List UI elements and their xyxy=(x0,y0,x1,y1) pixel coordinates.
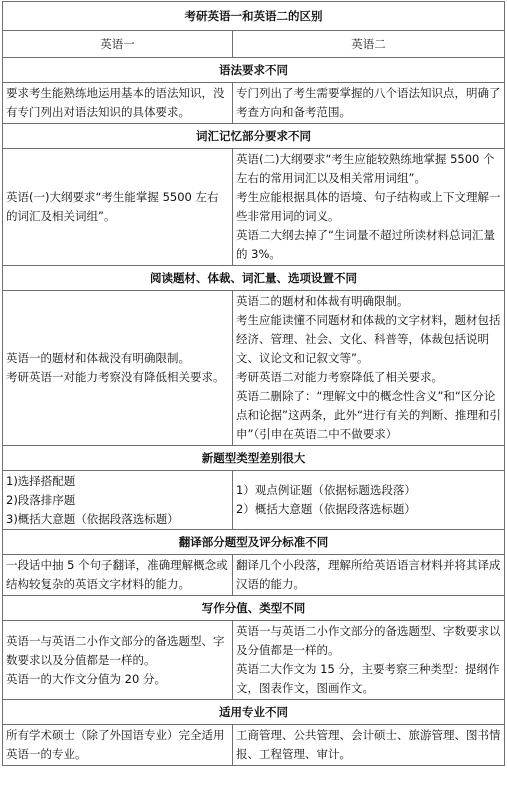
section-heading-reading: 阅读题材、体裁、词汇量、选项设置不同 xyxy=(3,266,505,291)
text-line: 英语一与英语二小作文部分的备选题型、字数要求以及分值都是一样的。 xyxy=(6,633,225,667)
column-header-english-two: 英语二 xyxy=(233,31,505,58)
text-line: 专门列出了考生需要掌握的八个语法知识点，明确了考查方向和备考范围。 xyxy=(236,86,501,119)
text-line: 英语一与英语二小作文部分的备选题型、字数要求以及分值都是一样的。 xyxy=(236,624,501,657)
comparison-table xyxy=(2,1,505,766)
writing-english-two xyxy=(233,621,505,700)
section-content-row xyxy=(3,471,505,530)
text-line: 所有学术硕士（除了外国语专业）完全适用英语一的专业。 xyxy=(6,728,225,761)
text-line: 2）概括大意题（依据段落选标题） xyxy=(236,502,416,516)
section-heading-row xyxy=(3,124,505,149)
text-line: 英语一的大作文分值为 20 分。 xyxy=(6,671,166,686)
writing-english-one xyxy=(3,621,233,700)
section-heading-row xyxy=(3,530,505,555)
text-line: 英语一的题材和体裁没有明确限制。 xyxy=(6,351,190,365)
section-content-row xyxy=(3,83,505,124)
text-line: 英语二的题材和体裁有明确限制。 xyxy=(236,294,409,308)
text-line: 工商管理、公共管理、会计硕士、旅游管理、图书情报、工程管理、审计。 xyxy=(236,728,501,761)
new-types-english-one xyxy=(3,471,233,530)
text-line: 考研英语二对能力考察降低了相关要求。 xyxy=(236,370,443,384)
table-title: 考研英语一和英语二的区别 xyxy=(3,2,505,31)
text-line: 一段话中抽 5 个句子翻译，准确理解概念或结构较复杂的英语文字材料的能力。 xyxy=(6,558,228,591)
reading-english-two xyxy=(233,291,505,446)
translation-english-two xyxy=(233,555,505,596)
section-heading-vocabulary: 词汇记忆部分要求不同 xyxy=(3,124,505,149)
section-heading-writing: 写作分值、类型不同 xyxy=(3,596,505,621)
grammar-english-two xyxy=(233,83,505,124)
section-heading-new-question-types: 新题型类型差别很大 xyxy=(3,446,505,471)
text-line: 英语(一)大纲要求“考生能掌握 5500 左右的词汇及相关词组”。 xyxy=(6,190,219,223)
section-heading-row xyxy=(3,266,505,291)
column-header-row xyxy=(3,31,505,58)
text-line: 2)段落排序题 xyxy=(6,492,76,507)
text-line: 要求考生能熟练地运用基本的语法知识，没有专门列出对语法知识的具体要求。 xyxy=(6,86,225,119)
section-content-row xyxy=(3,621,505,700)
section-heading-grammar: 语法要求不同 xyxy=(3,58,505,83)
vocabulary-english-one xyxy=(3,149,233,266)
translation-english-one xyxy=(3,555,233,596)
section-heading-translation: 翻译部分题型及评分标准不同 xyxy=(3,530,505,555)
section-heading-row xyxy=(3,700,505,725)
section-heading-row xyxy=(3,58,505,83)
column-header-english-one: 英语一 xyxy=(3,31,233,58)
text-line: 1)选择搭配题 xyxy=(6,473,76,488)
section-heading-row xyxy=(3,596,505,621)
text-line: 1）观点例证题（依据标题选段落） xyxy=(236,483,416,497)
section-heading-applicable-majors: 适用专业不同 xyxy=(3,700,505,725)
text-line: 3)概括大意题（依据段落选标题） xyxy=(6,511,179,526)
reading-english-one xyxy=(3,291,233,446)
text-line: 英语二大纲去掉了“生词量不超过所读材料总词汇量的 3%。 xyxy=(236,228,495,261)
text-line: 英语(二)大纲要求“考生应能较熟练地掌握 5500 个左右的常用词汇以及相关常用词组”。 xyxy=(236,152,495,185)
text-line: 考生应能根据具体的语境、句子结构或上下文理解一些非常用词的词义。 xyxy=(236,190,501,223)
text-line: 英语二删除了：“理解文中的概念性含义”和“区分论点和论据”这两条，此外“进行有关的判断、推理和引申”（引申在英语二中不做要求） xyxy=(236,389,501,441)
vocabulary-english-two xyxy=(233,149,505,266)
section-content-row xyxy=(3,149,505,266)
title-row xyxy=(3,2,505,31)
section-heading-row xyxy=(3,446,505,471)
text-line: 考生应能读懂不同题材和体裁的文字材料，题材包括经济、管理、社会、文化、科普等，体裁包括说明文、议论文和记叙文等”。 xyxy=(236,313,501,365)
new-types-english-two xyxy=(233,471,505,530)
text-line: 翻译几个小段落，理解所给英语语言材料并将其译成汉语的能力。 xyxy=(236,558,501,591)
majors-english-two xyxy=(233,725,505,766)
section-content-row xyxy=(3,291,505,446)
grammar-english-one xyxy=(3,83,233,124)
section-content-row xyxy=(3,555,505,596)
majors-english-one xyxy=(3,725,233,766)
text-line: 考研英语一对能力考察没有降低相关要求。 xyxy=(6,370,225,384)
section-content-row xyxy=(3,725,505,766)
text-line: 英语二大作文为 15 分，主要考察三种类型：提纲作文，图表作文，图画作文。 xyxy=(236,662,500,695)
